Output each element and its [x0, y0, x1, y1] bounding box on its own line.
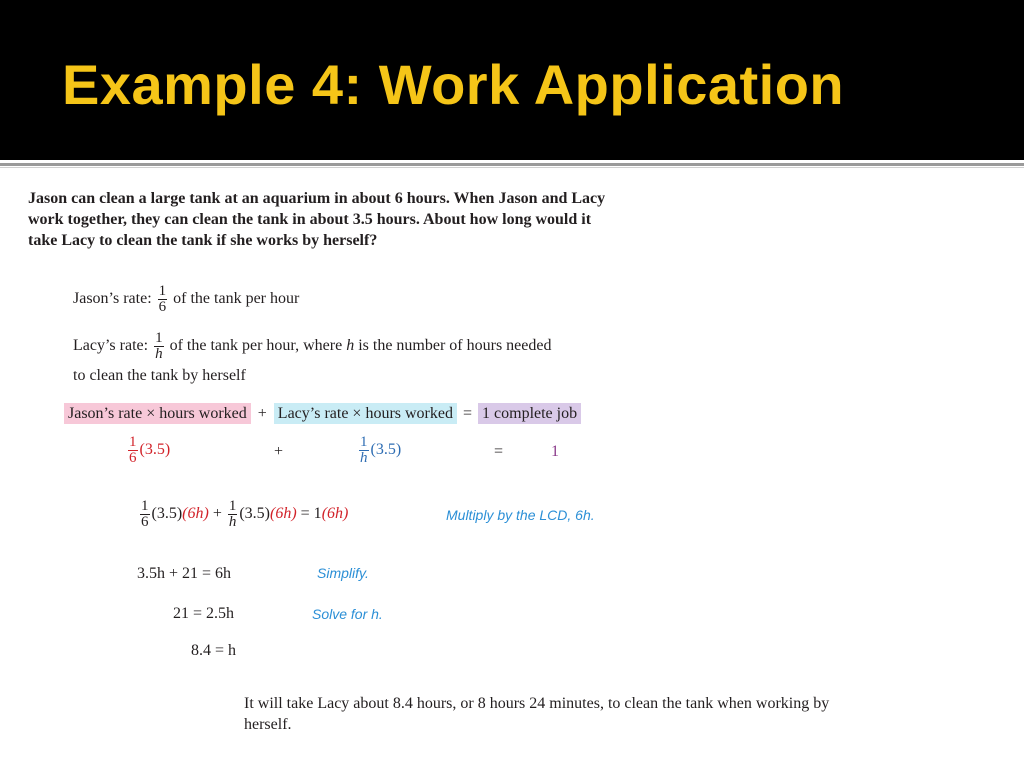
header-divider-thin — [0, 167, 1024, 168]
step1-lcd-1: (6h) — [182, 505, 209, 523]
fraction-numerator: 1 — [155, 330, 163, 346]
problem-statement: Jason can clean a large tank at an aquarium in about 6 hours. When Jason and Lacy work together, they can clean the tank in about 3.5 hours. About how long would it take Lacy to clean the tank if she works by herself? — [28, 190, 606, 249]
substitution-lacy — [357, 435, 401, 466]
step1-value-2: (3.5) — [239, 505, 270, 523]
model-term-jason: Jason’s rate × hours worked — [64, 403, 251, 424]
equation-step-3: 21 = 2.5h — [173, 605, 235, 622]
model-equals: = — [462, 405, 473, 422]
jason-rate-label: Jason’s rate: — [73, 290, 152, 308]
substitution-value-2: (3.5) — [370, 441, 402, 459]
substitution-rhs: 1 — [551, 443, 559, 460]
lacy-rate-line-2: to clean the tank by herself — [73, 367, 246, 384]
fraction-numerator: 1 — [158, 283, 167, 299]
model-plus: + — [257, 405, 267, 422]
substitution-fraction-1 — [128, 435, 138, 466]
step1-plus: + — [212, 505, 222, 523]
model-term-job: 1 complete job — [478, 403, 581, 424]
step2-note: Simplify. — [317, 565, 369, 581]
step1-lcd-3: (6h) — [321, 505, 349, 523]
verbal-model — [64, 405, 581, 423]
step1-lcd-2: (6h) — [270, 505, 297, 523]
fraction-numerator: 1 — [141, 498, 149, 514]
substitution-plus: + — [274, 443, 284, 460]
header-divider — [0, 163, 1024, 166]
substitution-jason — [126, 435, 170, 466]
fraction-numerator: 1 — [129, 434, 137, 450]
fraction-denominator: 6 — [129, 450, 137, 466]
fraction-denominator: h — [228, 514, 237, 530]
step1-fraction-1 — [140, 499, 150, 530]
lacy-rate-label: Lacy’s rate: — [73, 337, 149, 355]
fraction-denominator: 6 — [158, 299, 167, 315]
model-term-lacy: Lacy’s rate × hours worked — [274, 403, 457, 424]
slide-title: Example 4: Work Application — [62, 53, 845, 116]
lacy-rate-variable: h — [346, 337, 355, 355]
fraction-numerator: 1 — [360, 434, 368, 450]
step1-value-1: (3.5) — [151, 505, 183, 523]
lacy-rate-text-b: is the number of hours needed — [358, 337, 552, 355]
substitution-fraction-2 — [359, 435, 369, 466]
fraction-numerator: 1 — [228, 498, 237, 514]
lacy-rate-line — [73, 331, 551, 362]
lacy-rate-fraction — [154, 331, 164, 362]
fraction-denominator: h — [360, 450, 368, 466]
fraction-denominator: 6 — [141, 514, 149, 530]
jason-rate-line — [73, 284, 299, 315]
answer-statement: It will take Lacy about 8.4 hours, or 8 hours 24 minutes, to clean the tank when working by herself. — [244, 695, 830, 733]
jason-rate-fraction — [158, 284, 168, 315]
fraction-denominator: h — [155, 346, 163, 362]
lacy-rate-text-a: of the tank per hour, where — [169, 337, 343, 355]
jason-rate-text: of the tank per hour — [173, 290, 300, 308]
step3-note: Solve for h. — [312, 606, 383, 622]
step1-fraction-2 — [228, 499, 238, 530]
substitution-equals: = — [494, 443, 504, 460]
equation-step-1 — [138, 499, 348, 530]
substitution-value-1: (3.5) — [139, 441, 171, 459]
equation-step-4: 8.4 = h — [191, 642, 237, 659]
equation-step-2: 3.5h + 21 = 6h — [137, 565, 232, 582]
step1-note: Multiply by the LCD, 6h. — [446, 507, 595, 523]
step1-equals: = 1 — [300, 505, 322, 523]
